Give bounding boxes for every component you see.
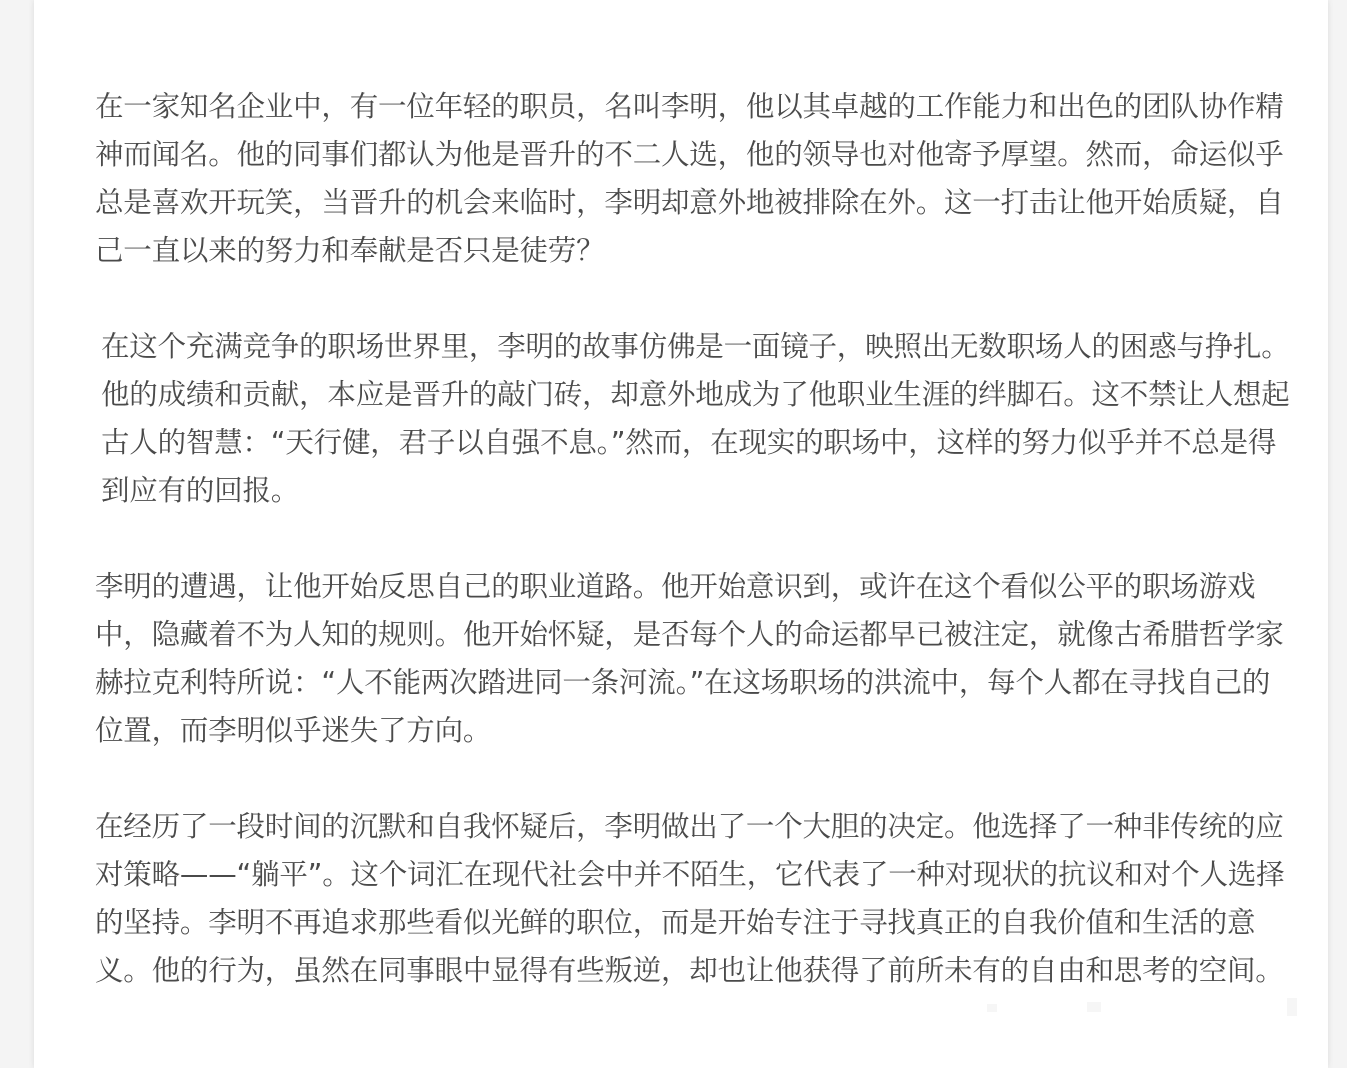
paragraph-3: 李明的遭遇，让他开始反思自己的职业道路。他开始意识到，或许在这个看似公平的职场游戏中，隐藏着不为人知的规则。他开始怀疑，是否每个人的命运都早已被注定，就像古希腊哲学家赫拉克利特所说：“人不能两次踏进同一条河流。”在这场职场的洪流中，每个人都在寻找自己的位置，而李明似乎迷失了方向。 [95,570,1284,747]
watermark-icon [987,996,1327,1020]
paragraph-1: 在一家知名企业中，有一位年轻的职员，名叫李明，他以其卓越的工作能力和出色的团队协作精神而闻名。他的同事们都认为他是晋升的不二人选，他的领导也对他寄予厚望。然而，命运似乎总是喜欢开玩笑，当晋升的机会来临时，李明却意外地被排除在外。这一打击让他开始质疑，自己一直以来的努力和奉献是否只是徒劳？ [95,90,1284,267]
article-body [95,83,1295,1043]
paragraph-4: 在经历了一段时间的沉默和自我怀疑后，李明做出了一个大胆的决定。他选择了一种非传统的应对策略——“躺平”。这个词汇在现代社会中并不陌生，它代表了一种对现状的抗议和对个人选择的坚持。李明不再追求那些看似光鲜的职位，而是开始专注于寻找真正的自我价值和生活的意义。他的行为，虽然在同事眼中显得有些叛逆，却也让他获得了前所未有的自由和思考的空间。 [95,810,1285,987]
paragraph-2: 在这个充满竞争的职场世界里，李明的故事仿佛是一面镜子，映照出无数职场人的困惑与挣扎。他的成绩和贡献，本应是晋升的敲门砖，却意外地成为了他职业生涯的绊脚石。这不禁让人想起古人的智慧：“天行健，君子以自强不息。”然而，在现实的职场中，这样的努力似乎并不总是得到应有的回报。 [101,330,1290,507]
